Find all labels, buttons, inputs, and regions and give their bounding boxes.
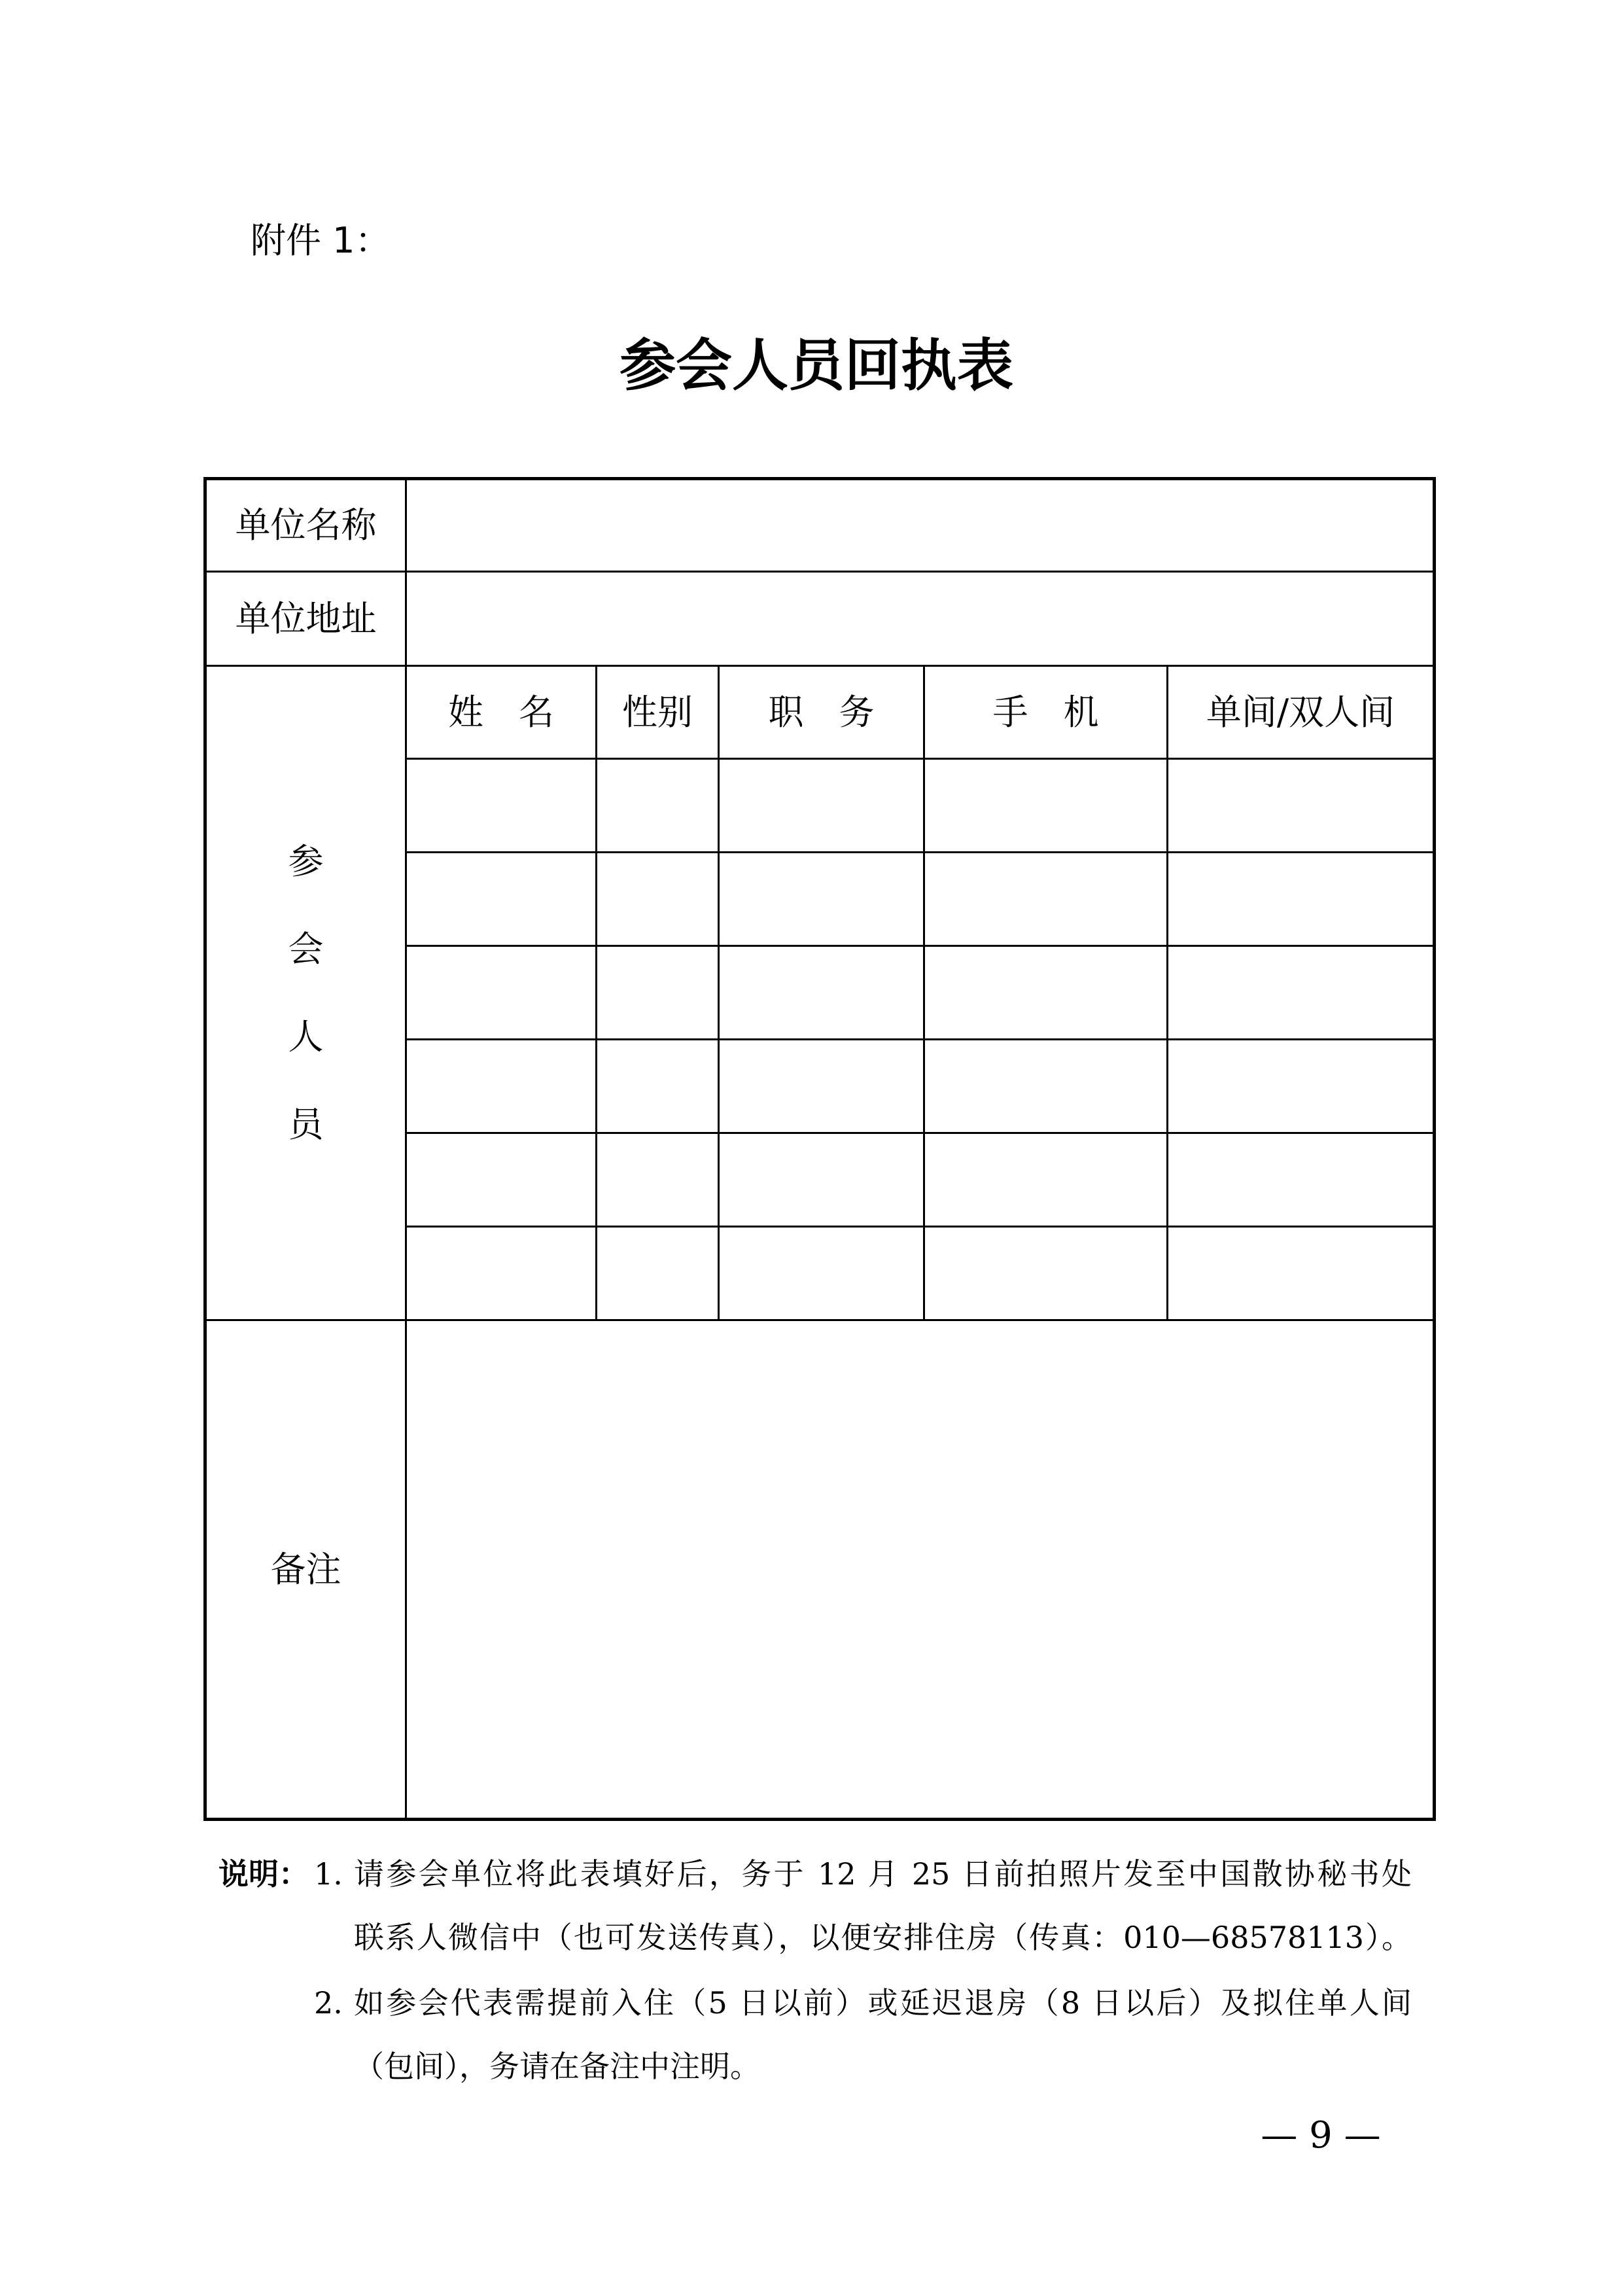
attendee-gender-cell — [597, 1040, 719, 1133]
note-number: 1. — [314, 1856, 343, 1892]
document-title: 参会人员回执表 — [620, 332, 1013, 398]
attendee-gender-cell — [597, 1227, 719, 1320]
attendee-mobile-cell — [924, 1133, 1168, 1227]
remarks-row — [205, 1320, 1435, 1820]
attendee-name-cell — [406, 1133, 597, 1227]
unit-address-label: 单位地址 — [205, 572, 406, 666]
attendee-room-type-cell — [1168, 1040, 1435, 1133]
attendees-label-char: 会 — [288, 928, 324, 970]
note-line: 如参会代表需提前入住（5 日以前）或延迟退房（8 日以后）及拟住单人间 — [354, 1985, 1412, 2021]
note-line: 请参会单位将此表填好后，务于 12 月 25 日前拍照片发至中国散协秘书处 — [354, 1856, 1412, 1892]
attendees-header-row — [205, 666, 1435, 759]
attendee-position-cell — [719, 853, 924, 946]
attendee-name-cell — [406, 946, 597, 1040]
column-header-room-type: 单间/双人间 — [1168, 666, 1435, 759]
column-header-position: 职 务 — [719, 666, 924, 759]
attendee-position-cell — [719, 759, 924, 853]
unit-name-row — [205, 479, 1435, 572]
column-header-gender: 性别 — [597, 666, 719, 759]
column-header-name: 姓 名 — [406, 666, 597, 759]
remarks-value — [406, 1320, 1435, 1820]
attendee-position-cell — [719, 1227, 924, 1320]
attendee-mobile-cell — [924, 853, 1168, 946]
attachment-label: 附件 1： — [251, 220, 391, 261]
attendee-name-cell — [406, 853, 597, 946]
attendee-room-type-cell — [1168, 853, 1435, 946]
attendee-room-type-cell — [1168, 946, 1435, 1040]
attendee-gender-cell — [597, 1133, 719, 1227]
attendee-name-cell — [406, 1227, 597, 1320]
page-number: — 9 — — [1261, 2114, 1381, 2157]
unit-address-value — [406, 572, 1435, 666]
attendee-mobile-cell — [924, 1040, 1168, 1133]
attendee-gender-cell — [597, 946, 719, 1040]
unit-name-value — [406, 479, 1435, 572]
receipt-form-table — [203, 477, 1436, 1821]
attendees-label-char: 员 — [288, 1103, 324, 1145]
attendee-mobile-cell — [924, 946, 1168, 1040]
attendee-room-type-cell — [1168, 1133, 1435, 1227]
column-header-mobile: 手 机 — [924, 666, 1168, 759]
note-line: 联系人微信中（也可发送传真），以便安排住房（传真：010—68578113）。 — [354, 1920, 1412, 1955]
attendee-name-cell — [406, 759, 597, 853]
attendee-room-type-cell — [1168, 759, 1435, 853]
attendee-position-cell — [719, 1040, 924, 1133]
note-number: 2. — [314, 1985, 343, 2021]
attendee-gender-cell — [597, 853, 719, 946]
attendee-position-cell — [719, 1133, 924, 1227]
attendee-position-cell — [719, 946, 924, 1040]
attendee-name-cell — [406, 1040, 597, 1133]
unit-address-row — [205, 572, 1435, 666]
attendees-label-char: 人 — [288, 1016, 324, 1057]
attendee-mobile-cell — [924, 1227, 1168, 1320]
attendee-mobile-cell — [924, 759, 1168, 853]
attendees-label-char: 参 — [288, 840, 324, 882]
note-line: （包间），务请在备注中注明。 — [354, 2049, 760, 2084]
attendee-gender-cell — [597, 759, 719, 853]
unit-name-label: 单位名称 — [205, 479, 406, 572]
notes-heading: 说明： — [218, 1856, 309, 1892]
attendee-room-type-cell — [1168, 1227, 1435, 1320]
attendees-section-label — [205, 666, 406, 1320]
remarks-label: 备注 — [205, 1320, 406, 1820]
